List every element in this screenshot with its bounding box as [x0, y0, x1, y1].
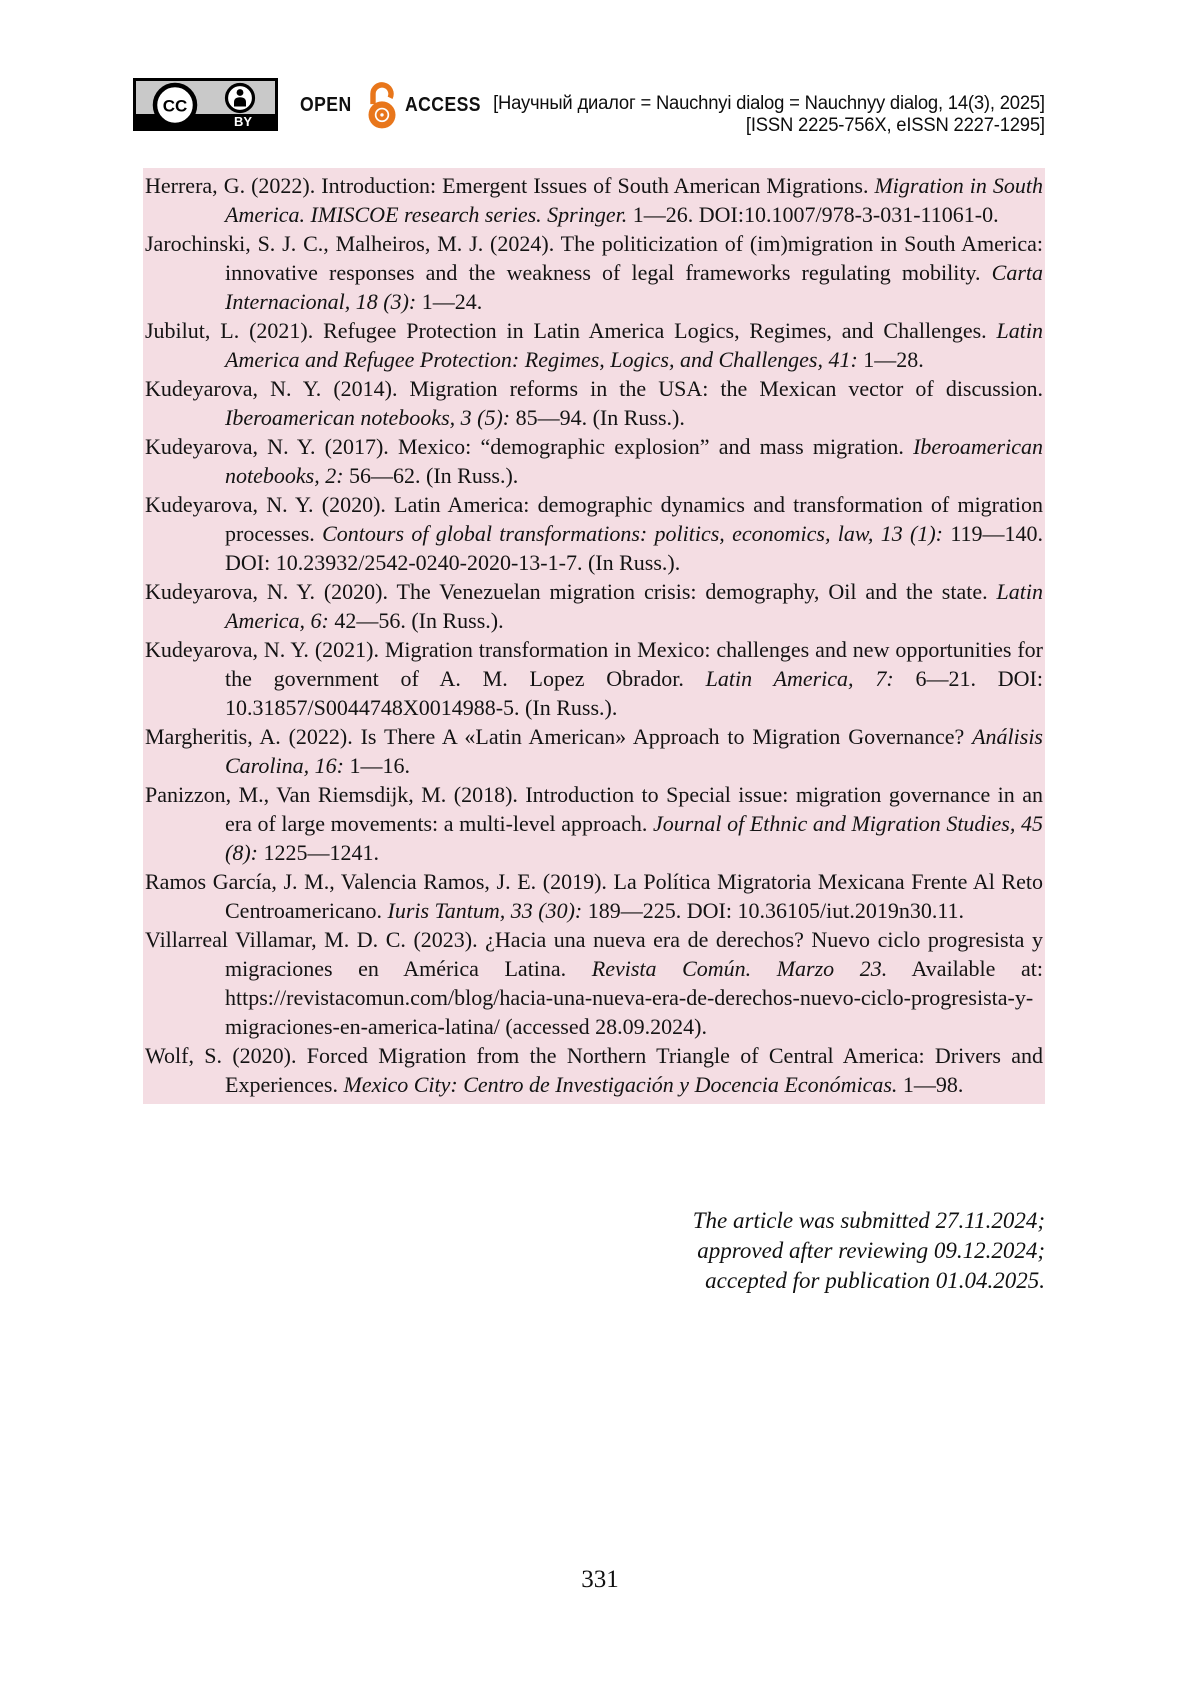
reference-entry: Ramos García, J. M., Valencia Ramos, J. E. (2019). La Política Migratoria Mexicana Frente Al Reto Centroamericano. Iuris Tantum, 33 (30): 189—225. DOI: 10.36105/iut.2019n30.11. — [145, 869, 1043, 923]
reference-entry: Jarochinski, S. J. C., Malheiros, M. J. (2024). The politicization of (im)migration in South America: innovative responses and the weakness of legal frameworks regulating mobility. Carta Internacional, 18 (3): 1—24. — [145, 231, 1043, 314]
open-access-open-label: OPEN — [300, 93, 352, 116]
journal-title-line: [Научный диалог = Nauchnyi dialog = Nauchnyy dialog, 14(3), 2025] — [493, 93, 1045, 114]
open-access-access-label: ACCESS — [404, 93, 481, 116]
reference-entry: Jubilut, L. (2021). Refugee Protection in Latin America Logics, Regimes, and Challenges. Latin America and Refugee Protection: Regimes, Logics, and Challenges, 41: 1—28. — [145, 318, 1043, 372]
references-list — [143, 168, 1045, 1104]
submission-dates — [693, 1206, 1045, 1296]
person-icon — [227, 85, 254, 112]
page-header — [133, 78, 1045, 138]
reference-entry: Kudeyarova, N. Y. (2021). Migration transformation in Mexico: challenges and new opportunities for the government of A. M. Lopez Obrador. Latin America, 7: 6—21. DOI: 10.31857/S0044748X0014988-5. (In Russ.). — [145, 637, 1043, 720]
reference-entry: Kudeyarova, N. Y. (2017). Mexico: “demographic explosion” and mass migration. Iberoamerican notebooks, 2: 56—62. (In Russ.). — [145, 434, 1043, 488]
reference-entry: Herrera, G. (2022). Introduction: Emergent Issues of South American Migrations. Migration in South America. IMISCOE research series. Springer. 1—26. DOI:10.1007/978-3-031-11061-0. — [145, 173, 1043, 227]
reference-entry: Villarreal Villamar, M. D. C. (2023). ¿Hacia una nueva era de derechos? Nuevo ciclo progresista y migraciones en América Latina. Revista Común. Marzo 23. Available at: https://revistacomun.com/blog/hacia-una-nueva-era-de-derechos-nuevo-ciclo-progresista-y-migraciones-en-america-latina/ (accessed 28.09.2024). — [145, 927, 1043, 1039]
submission-line: approved after reviewing 09.12.2024; — [697, 1238, 1045, 1263]
submission-line: accepted for publication 01.04.2025. — [705, 1268, 1045, 1293]
reference-entry: Panizzon, M., Van Riemsdijk, M. (2018). Introduction to Special issue: migration governance in an era of large movements: a multi-level approach. Journal of Ethnic and Migration Studies, 45 (8): 1225—1241. — [145, 782, 1043, 865]
reference-entry: Kudeyarova, N. Y. (2020). The Venezuelan migration crisis: demography, Oil and the state. Latin America, 6: 42—56. (In Russ.). — [145, 579, 1043, 633]
submission-line: The article was submitted 27.11.2024; — [692, 1208, 1045, 1233]
journal-issn-line: [ISSN 2225-756X, eISSN 2227-1295] — [746, 115, 1045, 136]
page-number: 331 — [581, 1566, 619, 1593]
svg-text:CC: CC — [162, 96, 188, 116]
reference-entry: Kudeyarova, N. Y. (2020). Latin America: demographic dynamics and transformation of migration processes. Contours of global transformations: politics, economics, law, 13 (1): 119—140. DOI: 10.23932/2542-0240-2020-13-1-7. (In Russ.). — [145, 492, 1044, 575]
reference-entry: Wolf, S. (2020). Forced Migration from the Northern Triangle of Central America: Drivers and Experiences. Mexico City: Centro de Investigación y Docencia Económicas. 1—98. — [145, 1043, 1043, 1097]
cc-icon — [155, 85, 195, 125]
open-access-logo — [300, 80, 491, 130]
open-lock-icon — [364, 81, 400, 129]
reference-entry: Kudeyarova, N. Y. (2014). Migration reforms in the USA: the Mexican vector of discussion. Iberoamerican notebooks, 3 (5): 85—94. (In Russ.). — [145, 376, 1043, 430]
svg-text:BY: BY — [233, 114, 253, 129]
journal-info — [493, 93, 1045, 137]
cc-by-badge — [133, 78, 278, 131]
reference-entry: Margheritis, A. (2022). Is There A «Latin American» Approach to Migration Governance? Análisis Carolina, 16: 1—16. — [145, 724, 1043, 778]
